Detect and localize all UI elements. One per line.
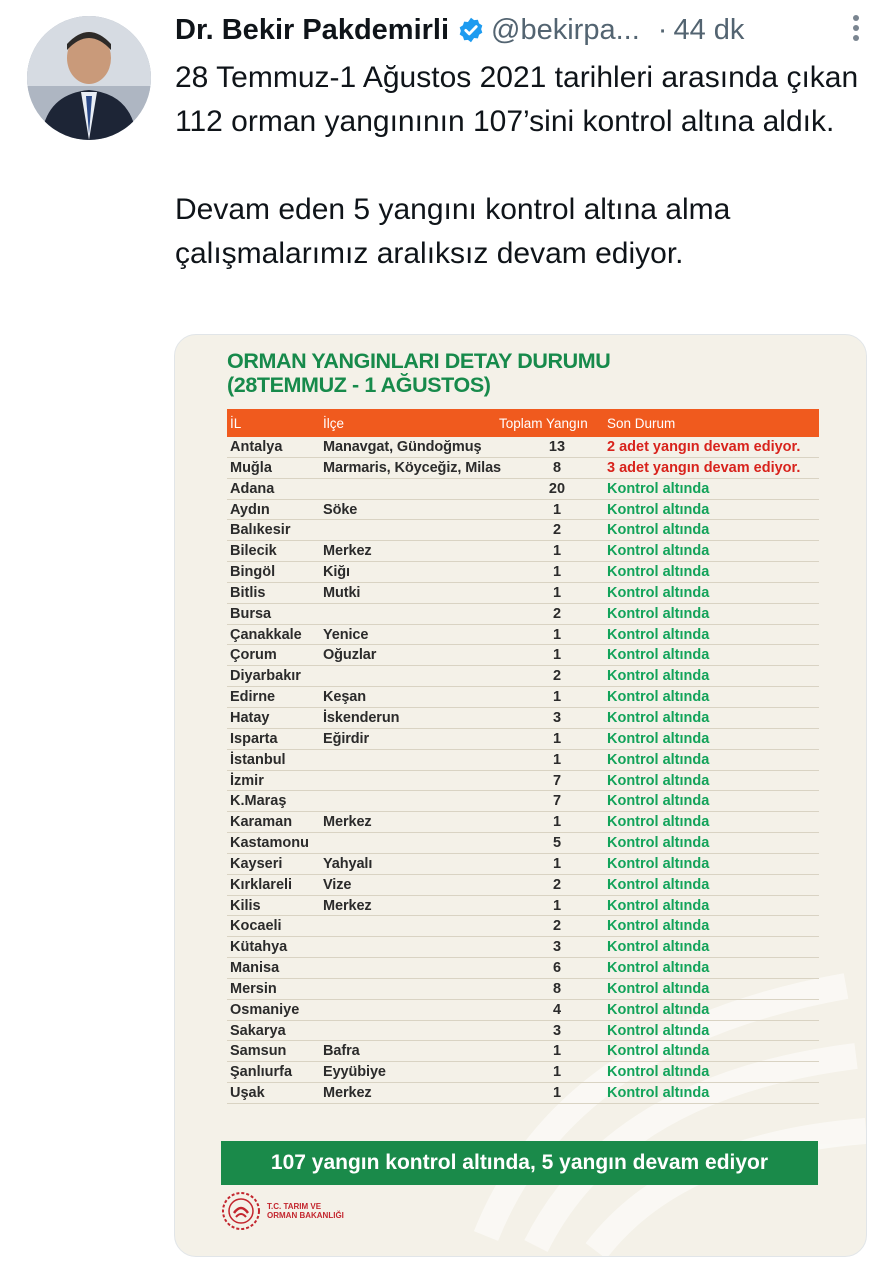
- column-header: Son Durum: [607, 416, 676, 431]
- province-cell: Çanakkale: [230, 626, 302, 643]
- province-cell: İzmir: [230, 772, 264, 789]
- table-row: [227, 729, 819, 750]
- fire-count-cell: 4: [552, 1001, 562, 1018]
- tweet-paragraph: Devam eden 5 yangını kontrol altına alma çalışmalarımız aralıksız devam ediyor.: [175, 193, 731, 270]
- district-cell: Eyyübiye: [323, 1064, 386, 1081]
- tweet-text: [175, 56, 875, 276]
- district-cell: Merkez: [323, 814, 372, 831]
- column-header: İlçe: [323, 416, 345, 431]
- fire-count-cell: 1: [552, 501, 562, 518]
- status-cell: Kontrol altında: [607, 647, 710, 664]
- table-body: [227, 437, 819, 1104]
- district-cell: İskenderun: [323, 709, 400, 726]
- province-cell: Bingöl: [230, 564, 276, 581]
- status-cell: Kontrol altında: [607, 751, 710, 768]
- province-cell: Bitlis: [230, 584, 266, 601]
- table-row: [227, 958, 819, 979]
- status-cell: Kontrol altında: [607, 480, 710, 497]
- province-cell: Edirne: [230, 689, 276, 706]
- fire-count-cell: 6: [552, 960, 562, 977]
- table-row: [227, 937, 819, 958]
- fire-count-cell: 1: [552, 751, 562, 768]
- status-cell: Kontrol altında: [607, 668, 710, 685]
- status-cell: Kontrol altında: [607, 1022, 710, 1039]
- province-cell: K.Maraş: [230, 793, 287, 810]
- fire-count-cell: 1: [552, 1085, 562, 1102]
- table-row: [227, 1083, 819, 1104]
- province-cell: Uşak: [230, 1085, 265, 1102]
- fire-count-cell: 5: [552, 835, 562, 852]
- fire-count-cell: 1: [552, 897, 562, 914]
- infographic-title: [227, 349, 610, 397]
- verified-badge-icon: [457, 16, 485, 44]
- status-cell: Kontrol altında: [607, 918, 710, 935]
- table-header: [227, 409, 819, 437]
- province-cell: Kocaeli: [230, 918, 282, 935]
- fire-count-cell: 1: [552, 584, 562, 601]
- table-row: [227, 1000, 819, 1021]
- table-row: [227, 708, 819, 729]
- table-row: [227, 645, 819, 666]
- status-cell: Kontrol altında: [607, 835, 710, 852]
- district-cell: Söke: [323, 501, 358, 518]
- province-cell: Karaman: [230, 814, 293, 831]
- status-cell: Kontrol altında: [607, 793, 710, 810]
- district-cell: Marmaris, Köyceğiz, Milas: [323, 459, 502, 476]
- table-row: [227, 771, 819, 792]
- province-cell: Adana: [230, 480, 275, 497]
- province-cell: Hatay: [230, 709, 270, 726]
- fire-count-cell: 2: [552, 918, 562, 935]
- district-cell: Merkez: [323, 897, 372, 914]
- province-cell: Kilis: [230, 897, 261, 914]
- province-cell: Sakarya: [230, 1022, 286, 1039]
- table-row: [227, 500, 819, 521]
- district-cell: Eğirdir: [323, 730, 370, 747]
- table-row: [227, 854, 819, 875]
- fire-count-cell: 3: [552, 709, 562, 726]
- status-cell: Kontrol altında: [607, 1043, 710, 1060]
- table-row: [227, 666, 819, 687]
- fire-count-cell: 7: [552, 793, 562, 810]
- column-header: Toplam Yangın: [499, 416, 588, 431]
- author-name[interactable]: Dr. Bekir Pakdemirli: [175, 13, 450, 46]
- province-cell: Aydın: [230, 501, 270, 518]
- district-cell: Merkez: [323, 1085, 372, 1102]
- district-cell: Yenice: [323, 626, 369, 643]
- province-cell: Antalya: [230, 439, 283, 455]
- province-cell: Muğla: [230, 459, 272, 476]
- ministry-name-line: T.C. TARIM VE: [267, 1202, 322, 1211]
- status-cell: Kontrol altında: [607, 543, 710, 560]
- province-cell: Çorum: [230, 647, 277, 664]
- fire-count-cell: 20: [548, 480, 566, 497]
- fire-count-cell: 1: [552, 543, 562, 560]
- fire-count-cell: 13: [548, 439, 566, 455]
- table-row: [227, 479, 819, 500]
- table-row: [227, 1041, 819, 1062]
- status-cell: Kontrol altında: [607, 584, 710, 601]
- status-cell: Kontrol altında: [607, 939, 710, 956]
- status-cell: Kontrol altında: [607, 980, 710, 997]
- table-row: [227, 520, 819, 541]
- district-cell: Merkez: [323, 543, 372, 560]
- table-row: [227, 896, 819, 917]
- status-cell: Kontrol altında: [607, 855, 710, 872]
- fire-count-cell: 2: [552, 668, 562, 685]
- tweet-header: [175, 8, 883, 52]
- province-cell: Kayseri: [230, 855, 283, 872]
- status-cell: Kontrol altında: [607, 501, 710, 518]
- status-cell: Kontrol altında: [607, 709, 710, 726]
- status-cell: Kontrol altında: [607, 897, 710, 914]
- district-cell: Oğuzlar: [323, 647, 377, 664]
- table-row: [227, 1062, 819, 1083]
- status-cell: Kontrol altında: [607, 605, 710, 622]
- status-cell: Kontrol altında: [607, 522, 710, 539]
- ministry-name-line: ORMAN BAKANLIĞI: [267, 1211, 344, 1220]
- status-cell: Kontrol altında: [607, 772, 710, 789]
- province-cell: Kütahya: [230, 939, 288, 956]
- status-cell: Kontrol altında: [607, 1064, 710, 1081]
- province-cell: Bilecik: [230, 543, 277, 560]
- table-row: [227, 979, 819, 1000]
- table-row: [227, 687, 819, 708]
- fire-count-cell: 1: [552, 814, 562, 831]
- status-cell: Kontrol altında: [607, 689, 710, 706]
- province-cell: İstanbul: [230, 751, 286, 768]
- province-cell: Diyarbakır: [230, 668, 301, 685]
- tweet-paragraph: 28 Temmuz-1 Ağustos 2021 tarihleri arasında çıkan 112 orman yangınının 107’sini kontrol altına aldık.: [175, 61, 859, 138]
- fire-count-cell: 1: [552, 1043, 562, 1060]
- status-cell: Kontrol altında: [607, 730, 710, 747]
- district-cell: Manavgat, Gündoğmuş: [323, 439, 482, 455]
- table-row: [227, 541, 819, 562]
- status-cell: Kontrol altında: [607, 626, 710, 643]
- fire-count-cell: 1: [552, 647, 562, 664]
- table-row: [227, 916, 819, 937]
- status-cell: Kontrol altında: [607, 564, 710, 581]
- tweet-image[interactable]: [174, 334, 867, 1257]
- table-row: [227, 875, 819, 896]
- fire-table: [227, 409, 819, 1104]
- district-cell: Yahyalı: [323, 855, 373, 872]
- district-cell: Bafra: [323, 1043, 360, 1060]
- fire-count-cell: 1: [552, 855, 562, 872]
- summary-banner: 107 yangın kontrol altında, 5 yangın devam ediyor: [221, 1141, 818, 1185]
- table-row: [227, 812, 819, 833]
- status-cell: Kontrol altında: [607, 1085, 710, 1102]
- district-cell: Keşan: [323, 689, 367, 706]
- fire-count-cell: 1: [552, 689, 562, 706]
- table-row: [227, 583, 819, 604]
- province-cell: Osmaniye: [230, 1001, 300, 1018]
- table-row: [227, 1021, 819, 1042]
- table-row: [227, 833, 819, 854]
- tweet-time[interactable]: 44 dk: [673, 13, 745, 46]
- table-row: [227, 562, 819, 583]
- title-line: (28TEMMUZ - 1 AĞUSTOS): [227, 373, 491, 397]
- province-cell: Manisa: [230, 960, 280, 977]
- table-row: [227, 458, 819, 479]
- fire-count-cell: 8: [552, 459, 562, 476]
- column-header: İL: [230, 416, 242, 431]
- fire-count-cell: 3: [552, 1022, 562, 1039]
- status-cell: Kontrol altında: [607, 876, 710, 893]
- fire-count-cell: 2: [552, 876, 562, 893]
- fire-count-cell: 1: [552, 564, 562, 581]
- fire-count-cell: 2: [552, 522, 562, 539]
- province-cell: Şanlıurfa: [230, 1064, 293, 1081]
- table-row: [227, 604, 819, 625]
- fire-count-cell: 8: [552, 980, 562, 997]
- province-cell: Isparta: [230, 730, 278, 747]
- ministry-logo: [221, 1191, 344, 1231]
- province-cell: Bursa: [230, 605, 272, 622]
- fire-count-cell: 7: [552, 772, 562, 789]
- province-cell: Kırklareli: [230, 876, 293, 893]
- fire-count-cell: 1: [552, 1064, 562, 1081]
- province-cell: Kastamonu: [230, 835, 309, 852]
- fire-count-cell: 1: [552, 730, 562, 747]
- district-cell: Vize: [323, 876, 352, 893]
- status-cell: Kontrol altında: [607, 814, 710, 831]
- table-row: [227, 625, 819, 646]
- status-cell: 2 adet yangın devam ediyor.: [607, 439, 801, 455]
- district-cell: Mutki: [323, 584, 361, 601]
- table-row: [227, 791, 819, 812]
- fire-count-cell: 1: [552, 626, 562, 643]
- author-avatar[interactable]: [27, 16, 151, 140]
- author-handle[interactable]: @bekirpa...: [491, 13, 640, 46]
- more-options-icon[interactable]: [851, 12, 861, 46]
- fire-count-cell: 2: [552, 605, 562, 622]
- status-cell: Kontrol altında: [607, 960, 710, 977]
- district-cell: Kiğı: [323, 564, 350, 581]
- separator-dot: ·: [657, 13, 668, 46]
- province-cell: Samsun: [230, 1043, 287, 1060]
- table-row: [227, 437, 819, 458]
- title-line: ORMAN YANGINLARI DETAY DURUMU: [227, 349, 611, 373]
- fire-count-cell: 3: [552, 939, 562, 956]
- status-cell: 3 adet yangın devam ediyor.: [607, 459, 801, 476]
- ministry-emblem-icon: [221, 1191, 261, 1231]
- province-cell: Mersin: [230, 980, 277, 997]
- status-cell: Kontrol altında: [607, 1001, 710, 1018]
- province-cell: Balıkesir: [230, 522, 291, 539]
- table-row: [227, 750, 819, 771]
